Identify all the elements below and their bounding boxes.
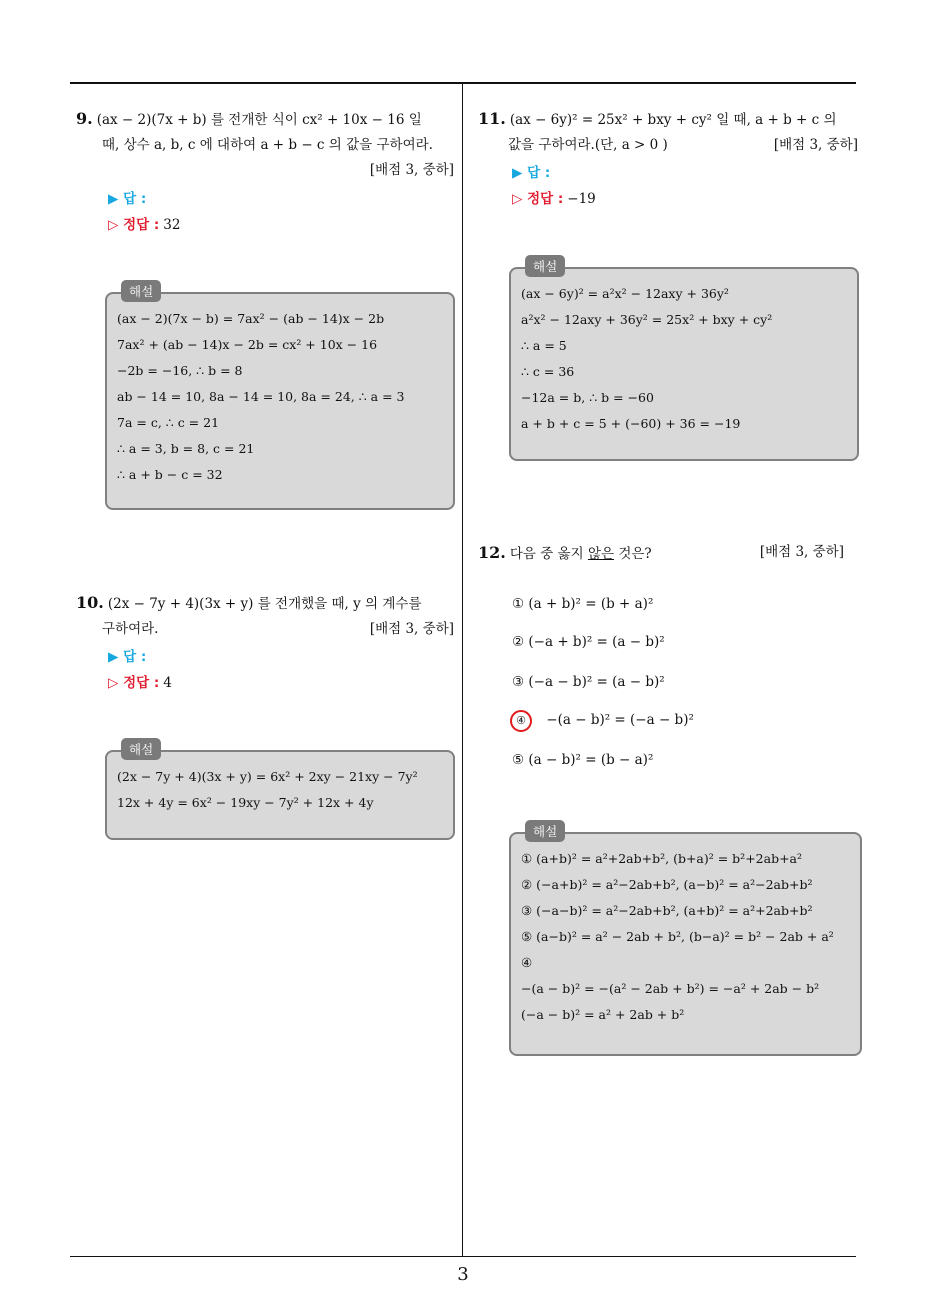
- answer-label: ▶ 답 :: [512, 165, 551, 181]
- correct-answer-value: 4: [163, 675, 172, 691]
- solution-line: a + b + c = 5 + (−60) + 36 = −19: [521, 416, 741, 431]
- choice-mark: ①: [512, 596, 525, 612]
- question-meta: [배점 3, 중하]: [759, 544, 844, 560]
- question-meta: [배점 3, 중하]: [369, 162, 454, 178]
- choice-2[interactable]: [512, 634, 665, 650]
- solution-line: (−a − b)² = a² + 2ab + b²: [521, 1007, 685, 1022]
- question-number: 9.: [76, 109, 93, 128]
- question-11: [478, 106, 858, 158]
- question-text-line: (2x − 7y + 4)(3x + y) 를 전개했을 때, y 의 계수를: [107, 596, 422, 612]
- answer-block-10: [108, 644, 172, 696]
- solution-box-11: [509, 259, 859, 461]
- solution-line: ③ (−a−b)² = a²−2ab+b², (a+b)² = a²+2ab+b²: [521, 903, 813, 918]
- question-9: [76, 106, 454, 183]
- solution-line: −2b = −16, ∴ b = 8: [117, 363, 243, 378]
- solution-box-9: [105, 284, 455, 510]
- choice-3[interactable]: [512, 674, 665, 690]
- question-number: 11.: [478, 109, 506, 128]
- question-text-line: 때, 상수 a, b, c 에 대하여 a + b − c 의 값을 구하여라.: [102, 137, 433, 153]
- correct-answer-value: −19: [567, 191, 596, 207]
- solution-line: 7a = c, ∴ c = 21: [117, 415, 220, 430]
- question-text-line: (ax − 2)(7x + b) 를 전개한 식이 cx² + 10x − 16 일: [96, 112, 422, 128]
- answer-block-9: [108, 186, 180, 238]
- choice-expression: −(a − b)² = (−a − b)²: [546, 712, 694, 728]
- correct-answer-label: ▷ 정답 :: [108, 217, 160, 233]
- choice-expression: (−a + b)² = (a − b)²: [528, 634, 665, 650]
- question-text-line: (ax − 6y)² = 25x² + bxy + cy² 일 때, a + b + c 의: [509, 112, 837, 128]
- solution-box-10: [105, 742, 455, 840]
- choice-expression: (a + b)² = (b + a)²: [528, 596, 654, 612]
- choice-4[interactable]: [510, 710, 694, 732]
- solution-line: (2x − 7y + 4)(3x + y) = 6x² + 2xy − 21xy − 7y²: [117, 769, 418, 784]
- question-text-line: 구하여라.: [102, 621, 159, 637]
- question-text-line: 값을 구하여라.(단, a > 0 ): [508, 137, 668, 153]
- solution-line: 12x + 4y = 6x² − 19xy − 7y² + 12x + 4y: [117, 795, 374, 810]
- solution-line: a²x² − 12axy + 36y² = 25x² + bxy + cy²: [521, 312, 773, 327]
- solution-line: −(a − b)² = −(a² − 2ab + b²) = −a² + 2ab − b²: [521, 981, 820, 996]
- column-divider: [462, 84, 463, 1256]
- solution-line: ⑤ (a−b)² = a² − 2ab + b², (b−a)² = b² − 2ab + a²: [521, 929, 834, 944]
- answer-label: ▶ 답 :: [108, 649, 147, 665]
- choice-expression: (a − b)² = (b − a)²: [528, 752, 654, 768]
- solution-line: (ax − 2)(7x − b) = 7ax² − (ab − 14)x − 2b: [117, 311, 385, 326]
- answer-label: ▶ 답 :: [108, 191, 147, 207]
- solution-tag: 해설: [525, 255, 565, 277]
- choice-mark: ⑤: [512, 752, 525, 768]
- question-text: 다음 중 옳지: [509, 546, 588, 562]
- selected-answer-circle-icon: ④: [510, 710, 532, 732]
- solution-line: (ax − 6y)² = a²x² − 12axy + 36y²: [521, 286, 729, 301]
- solution-line: ab − 14 = 10, 8a − 14 = 10, 8a = 24, ∴ a = 3: [117, 389, 405, 404]
- page-number: 3: [457, 1264, 469, 1285]
- solution-line: ④: [521, 955, 533, 970]
- answer-block-11: [512, 160, 596, 212]
- question-text: 것은?: [614, 546, 652, 562]
- question-number: 10.: [76, 593, 104, 612]
- question-meta: [배점 3, 중하]: [773, 137, 858, 153]
- correct-answer-label: ▷ 정답 :: [512, 191, 564, 207]
- choice-1[interactable]: [512, 596, 653, 612]
- top-rule: [70, 82, 856, 84]
- correct-answer-value: 32: [163, 217, 181, 233]
- solution-line: −12a = b, ∴ b = −60: [521, 390, 654, 405]
- solution-box-12: [509, 824, 862, 1056]
- solution-line: 7ax² + (ab − 14)x − 2b = cx² + 10x − 16: [117, 337, 378, 352]
- solution-line: ∴ a = 5: [521, 338, 567, 353]
- choice-expression: (−a − b)² = (a − b)²: [528, 674, 665, 690]
- bottom-rule: [70, 1256, 856, 1257]
- solution-line: ∴ c = 36: [521, 364, 575, 379]
- solution-line: ② (−a+b)² = a²−2ab+b², (a−b)² = a²−2ab+b²: [521, 877, 813, 892]
- question-12: [478, 540, 844, 567]
- solution-tag: 해설: [525, 820, 565, 842]
- correct-answer-label: ▷ 정답 :: [108, 675, 160, 691]
- question-meta: [배점 3, 중하]: [369, 621, 454, 637]
- question-10: [76, 590, 454, 642]
- choice-mark: ②: [512, 634, 525, 650]
- solution-line: ① (a+b)² = a²+2ab+b², (b+a)² = b²+2ab+a²: [521, 851, 803, 866]
- question-number: 12.: [478, 543, 506, 562]
- solution-line: ∴ a + b − c = 32: [117, 467, 223, 482]
- solution-tag: 해설: [121, 738, 161, 760]
- solution-line: ∴ a = 3, b = 8, c = 21: [117, 441, 255, 456]
- choice-mark: ③: [512, 674, 525, 690]
- question-text-underlined: 않은: [587, 546, 615, 562]
- solution-tag: 해설: [121, 280, 161, 302]
- choice-5[interactable]: [512, 752, 653, 768]
